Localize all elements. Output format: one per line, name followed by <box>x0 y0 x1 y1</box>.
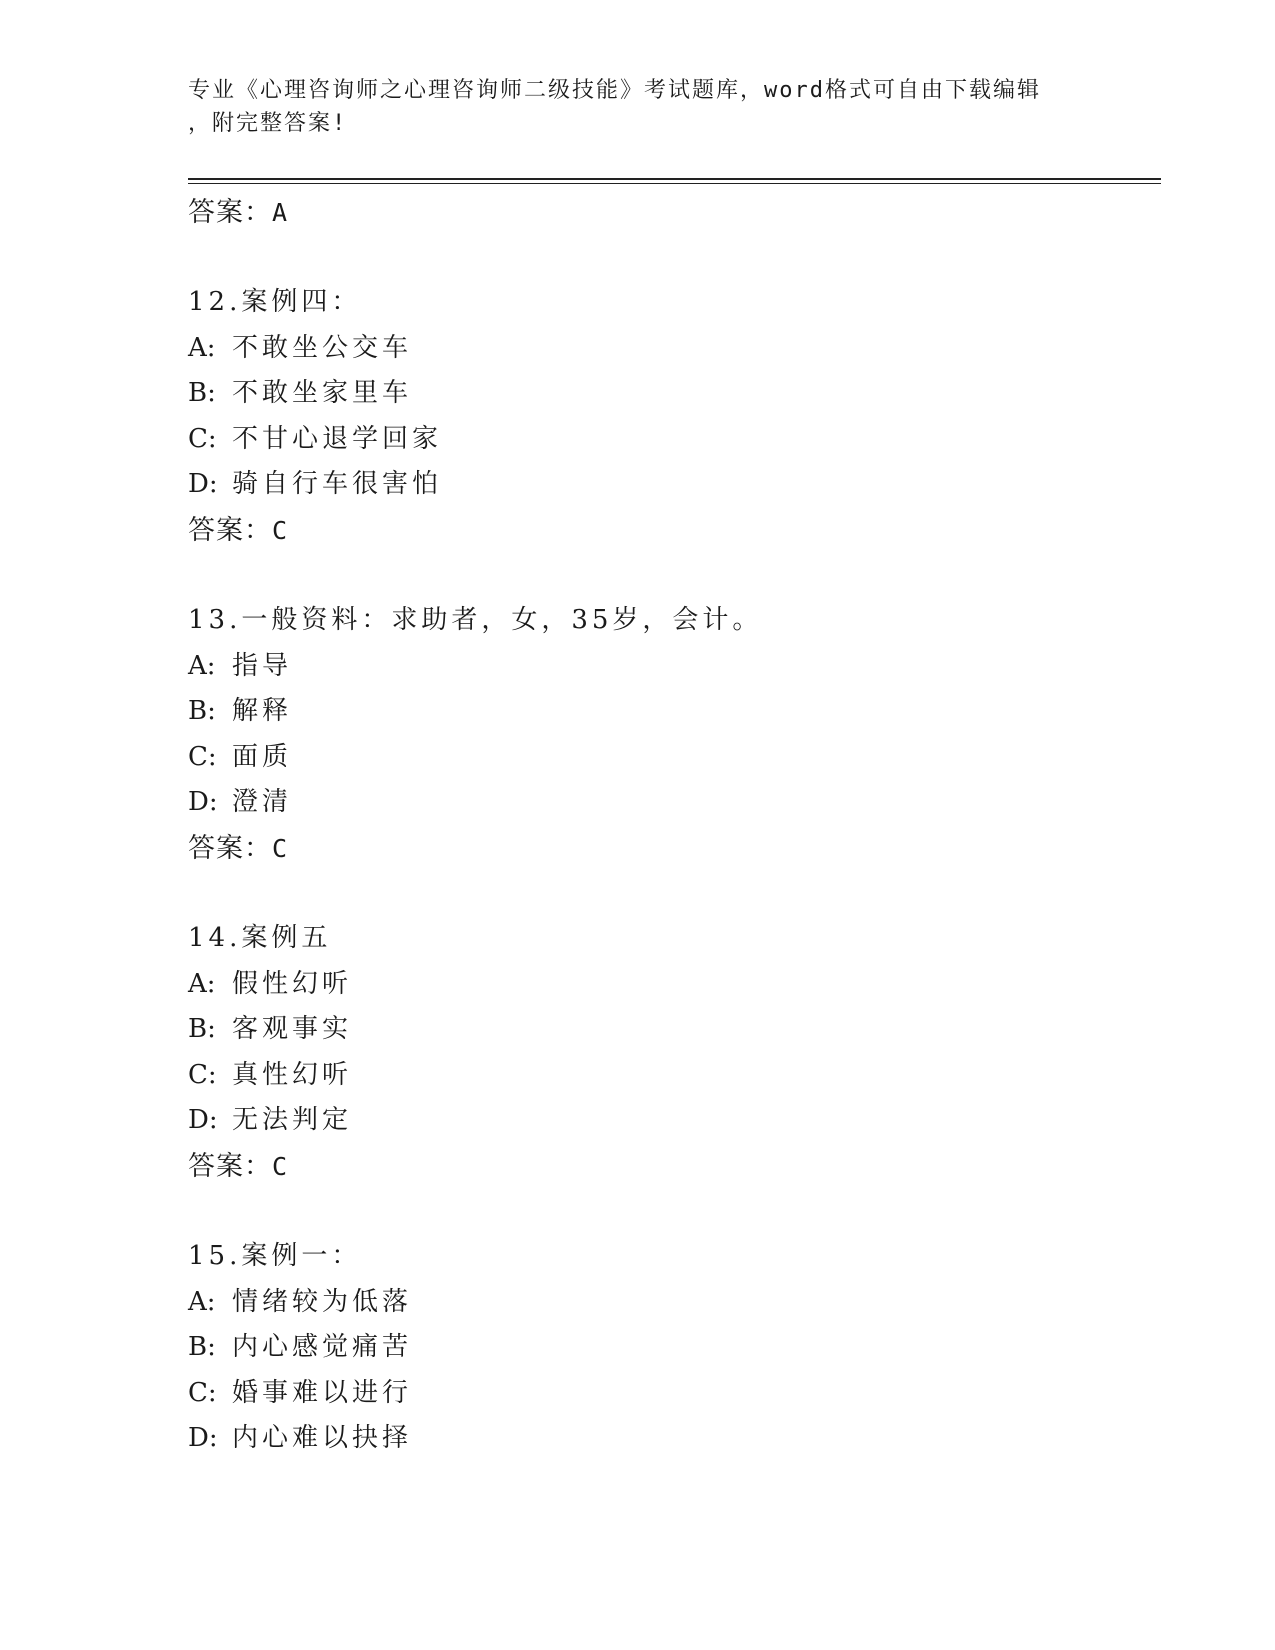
option-text: 真性幻听 <box>232 1059 353 1090</box>
option-text: 情绪较为低落 <box>232 1286 413 1317</box>
answer-line <box>188 826 1148 872</box>
answer-label: 答案： <box>188 514 272 546</box>
option-b <box>188 371 1148 417</box>
option-key: D: <box>188 1105 218 1136</box>
option-a <box>188 1280 1148 1326</box>
question-15 <box>188 1234 1148 1462</box>
question-title: 13.一般资料：求助者，女，35岁，会计。 <box>188 604 763 635</box>
answer-label: 答案： <box>188 197 272 228</box>
option-text: 假性幻听 <box>232 968 353 999</box>
option-c <box>188 1371 1148 1417</box>
option-d <box>188 780 1148 826</box>
answer-label: 答案： <box>188 832 272 864</box>
option-b <box>188 1007 1148 1053</box>
option-text: 解释 <box>232 696 293 727</box>
option-key: C: <box>188 1377 217 1408</box>
header-line-1: 专业《心理咨询师之心理咨询师二级技能》考试题库，word格式可自由下载编辑 <box>188 78 1041 103</box>
answer-value: A <box>272 198 289 227</box>
option-a <box>188 644 1148 690</box>
header-divider-thin <box>188 183 1161 184</box>
question-title: 15.案例一： <box>188 1240 362 1271</box>
answer-value: C <box>272 1151 289 1181</box>
option-key: C: <box>188 423 217 454</box>
option-text: 指导 <box>232 650 293 681</box>
question-list <box>188 190 1148 1462</box>
option-key: B: <box>188 696 216 727</box>
option-d <box>188 1416 1148 1462</box>
option-key: B: <box>188 378 216 409</box>
option-text: 无法判定 <box>232 1105 353 1136</box>
option-d <box>188 1098 1148 1144</box>
option-key: C: <box>188 741 217 772</box>
question-14 <box>188 916 1148 1190</box>
option-d <box>188 462 1148 508</box>
option-text: 不敢坐公交车 <box>232 332 413 363</box>
option-key: A: <box>188 332 216 363</box>
option-key: D: <box>188 469 218 500</box>
document-header <box>188 74 1088 140</box>
option-c <box>188 735 1148 781</box>
option-key: D: <box>188 1423 218 1454</box>
answer-line <box>188 508 1148 554</box>
answer-value: C <box>272 515 289 545</box>
question-title: 14.案例五 <box>188 922 332 953</box>
option-b <box>188 689 1148 735</box>
header-line-2: ，附完整答案! <box>188 111 348 136</box>
option-text: 客观事实 <box>232 1014 353 1045</box>
option-text: 不敢坐家里车 <box>232 378 413 409</box>
question-title: 12.案例四： <box>188 287 362 317</box>
answer-label: 答案： <box>188 1150 272 1182</box>
answer-line <box>188 190 1148 236</box>
option-text: 骑自行车很害怕 <box>232 469 443 500</box>
option-text: 内心感觉痛苦 <box>232 1332 413 1363</box>
answer-line <box>188 1144 1148 1190</box>
question-13 <box>188 598 1148 872</box>
option-key: A: <box>188 968 216 999</box>
option-text: 面质 <box>232 741 293 772</box>
option-b <box>188 1325 1148 1371</box>
option-key: B: <box>188 1332 216 1363</box>
question-12 <box>188 280 1148 554</box>
option-key: B: <box>188 1014 216 1045</box>
option-text: 内心难以抉择 <box>232 1423 413 1454</box>
option-c <box>188 1053 1148 1099</box>
option-key: C: <box>188 1059 217 1090</box>
option-key: D: <box>188 787 218 818</box>
option-text: 澄清 <box>232 787 293 818</box>
option-key: A: <box>188 650 216 681</box>
option-a <box>188 962 1148 1008</box>
answer-value: C <box>272 833 289 863</box>
header-divider-thick <box>188 178 1161 180</box>
option-text: 不甘心退学回家 <box>232 423 443 454</box>
option-c <box>188 417 1148 463</box>
option-key: A: <box>188 1286 216 1317</box>
option-a <box>188 326 1148 372</box>
option-text: 婚事难以进行 <box>232 1377 413 1408</box>
